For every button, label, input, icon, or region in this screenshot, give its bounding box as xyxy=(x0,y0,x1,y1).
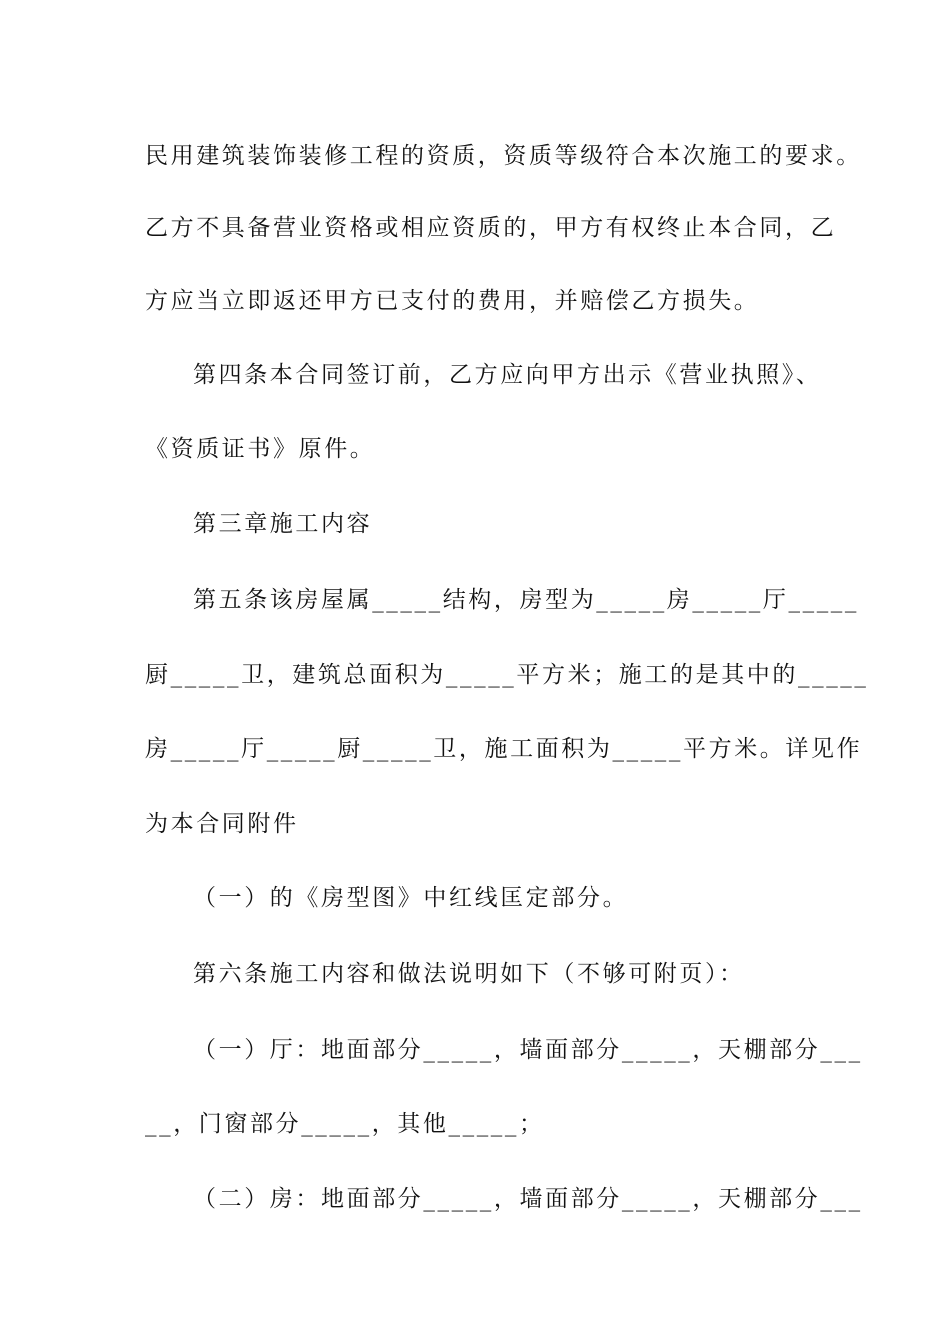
text-line-11: （一）的《房型图》中红线匡定部分。 xyxy=(193,885,629,911)
article-6-line: 第六条施工内容和做法说明如下（不够可附页）： xyxy=(193,961,745,987)
article-4-line: 第四条本合同签订前，乙方应向甲方出示《营业执照》、 xyxy=(193,362,822,388)
text-line-8: 厨_____卫，建筑总面积为_____平方米；施工的是其中的_____ xyxy=(145,662,869,688)
item-room-line: （二）房：地面部分_____，墙面部分_____，天棚部分___ xyxy=(193,1186,863,1212)
text-line-3: 方应当立即返还甲方已支付的费用，并赔偿乙方损失。 xyxy=(145,288,760,314)
article-5-line: 第五条该房屋属_____结构，房型为_____房_____厅_____ xyxy=(193,587,859,613)
text-line-10: 为本合同附件 xyxy=(145,811,299,837)
text-line-2: 乙方不具备营业资格或相应资质的，甲方有权终止本合同，乙 xyxy=(145,215,837,241)
text-line-1: 民用建筑装饰装修工程的资质，资质等级符合本次施工的要求。 xyxy=(145,143,862,169)
item-hall-line: （一）厅：地面部分_____，墙面部分_____，天棚部分___ xyxy=(193,1037,863,1063)
text-line-14: __，门窗部分_____，其他_____； xyxy=(145,1111,545,1137)
chapter-3-heading: 第三章施工内容 xyxy=(193,511,373,537)
text-line-5: 《资质证书》原件。 xyxy=(145,436,376,462)
text-line-9: 房_____厅_____厨_____卫，施工面积为_____平方米。详见作 xyxy=(145,736,863,762)
